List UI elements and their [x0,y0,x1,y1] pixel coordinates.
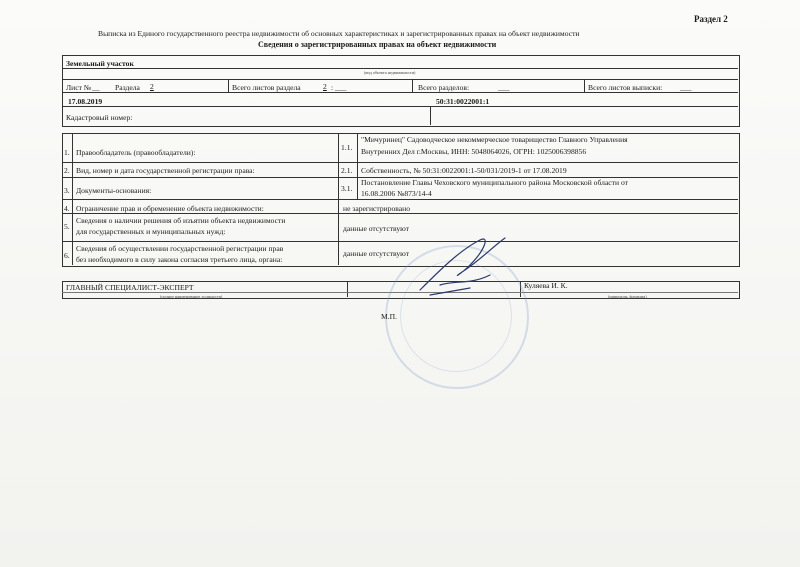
row-5-value: данные отсутствуют [343,224,410,233]
row-1-value-line1: "Мичуринец" Садоводческое некоммерческое товарищество Главного Управления [361,135,628,144]
row-2-value: Собственность, № 50:31:0022001:1-50/031/2019-1 от 17.08.2019 [361,166,567,175]
object-type-caption: (вид объекта недвижимости) [364,70,416,75]
row-2-label: Вид, номер и дата государственной регистрации права: [76,166,255,175]
stamp-place-mark: М.П. [381,312,398,321]
extract-title: Выписка из Единого государственного реестра недвижимости об основных характеристиках и зарегистрированных правах на объект недвижимости [98,29,580,38]
section-label: Раздела [115,83,140,92]
row-6-label-line1: Сведения об осуществлении государственной регистрации прав [76,244,284,253]
row-6-num: 6. [64,251,70,260]
row-4-label: Ограничение прав и обременение объекта недвижимости: [76,204,264,213]
row-1-value-line2: Внутренних Дел г.Москвы, ИНН: 5048064026, ОГРН: 1025006398856 [361,147,587,156]
row-5-label-line1: Сведения о наличии решения об изъятии объекта недвижимости [76,216,286,225]
signer-position: ГЛАВНЫЙ СПЕЦИАЛИСТ-ЭКСПЕРТ [66,283,194,292]
row-5-num: 5. [64,222,70,231]
document-page: Раздел 2 Выписка из Единого государственного реестра недвижимости об основных характеристиках и зарегистрированных правах на объект недвижимости Сведения о зарегистрированных правах на объект недвижимости Земельный участок (вид объекта недвижимости) Лист № __ Раздела 2 Всего листов раздела 2 : ___ Всего разделов: ___ Всего листов выписки: ___ 17.08.2019 50:31:0022001:1 Кадастровый номер: 1. Правообладатель (правообладатели): 1.1. "Мичуринец" Садоводческое некоммерческое товарищество Главного Управления Внутренних Дел г.Москвы, ИНН: 5048064026, ОГРН: 1025006398856 2. Вид, номер и дата государственной регистрации права: 2.1. Собственность, № 50:31:0022001:1-50/031/2019-1 от 17.08.2019 3. Документы-основания: 3.1. Постановление Главы Чеховского муниципального района Московской области от 16.08.2006 №873/14-4 4. Ограничение прав и обременение объекта недвижимости: не зарегистрировано 5. Сведения о наличии решения об изъятии объекта недвижимости для государственных и муниципальных нужд: данные отсутствуют 6. Сведения об осуществлении государственной регистрации прав без необходимого в силу закона согласия третьего лица, органа: данные отсутствуют ГЛАВНЫЙ СПЕЦИАЛИСТ-ЭКСПЕРТ (полное наименование должности) Куляева И. К. (инициалы, фамилия) М.П. [0,0,800,567]
row-6-label-line2: без необходимого в силу закона согласия третьего лица, органа: [76,255,283,264]
row-3-value-line1: Постановление Главы Чеховского муниципального района Московской области от [361,178,628,187]
row-5-label-line2: для государственных и муниципальных нужд: [76,227,226,236]
object-type: Земельный участок [66,59,134,68]
row-1-num: 1. [64,148,70,157]
row-3-value-line2: 16.08.2006 №873/14-4 [361,189,432,198]
signer-name-caption: (инициалы, фамилия) [608,294,647,299]
total-sheets-extract-label: Всего листов выписки: [588,83,663,92]
row-1-sub: 1.1. [341,143,353,152]
signer-position-caption: (полное наименование должности) [160,294,223,299]
row-1-label: Правообладатель (правообладатели): [76,148,196,157]
total-sheets-section-value: 2 [323,82,327,91]
row-4-value: не зарегистрировано [343,204,411,213]
signer-name: Куляева И. К. [524,281,568,290]
rights-subtitle: Сведения о зарегистрированных правах на объект недвижимости [258,40,497,49]
extract-date: 17.08.2019 [68,97,103,106]
section-value: 2 [150,82,154,91]
row-2-num: 2. [64,166,70,175]
sheet-number-label: Лист № [66,83,92,92]
handwritten-signature [410,230,520,310]
cadastral-number-top: 50:31:0022001:1 [436,97,490,106]
row-3-label: Документы-основания: [76,186,152,195]
section-number: Раздел 2 [694,14,728,24]
row-3-num: 3. [64,186,70,195]
total-sheets-section-label: Всего листов раздела [232,83,301,92]
row-6-value: данные отсутствуют [343,249,410,258]
row-3-sub: 3.1. [341,184,353,193]
total-sections-label: Всего разделов: [418,83,470,92]
row-4-num: 4. [64,204,70,213]
cadastral-label: Кадастровый номер: [66,113,133,122]
row-2-sub: 2.1. [341,166,353,175]
